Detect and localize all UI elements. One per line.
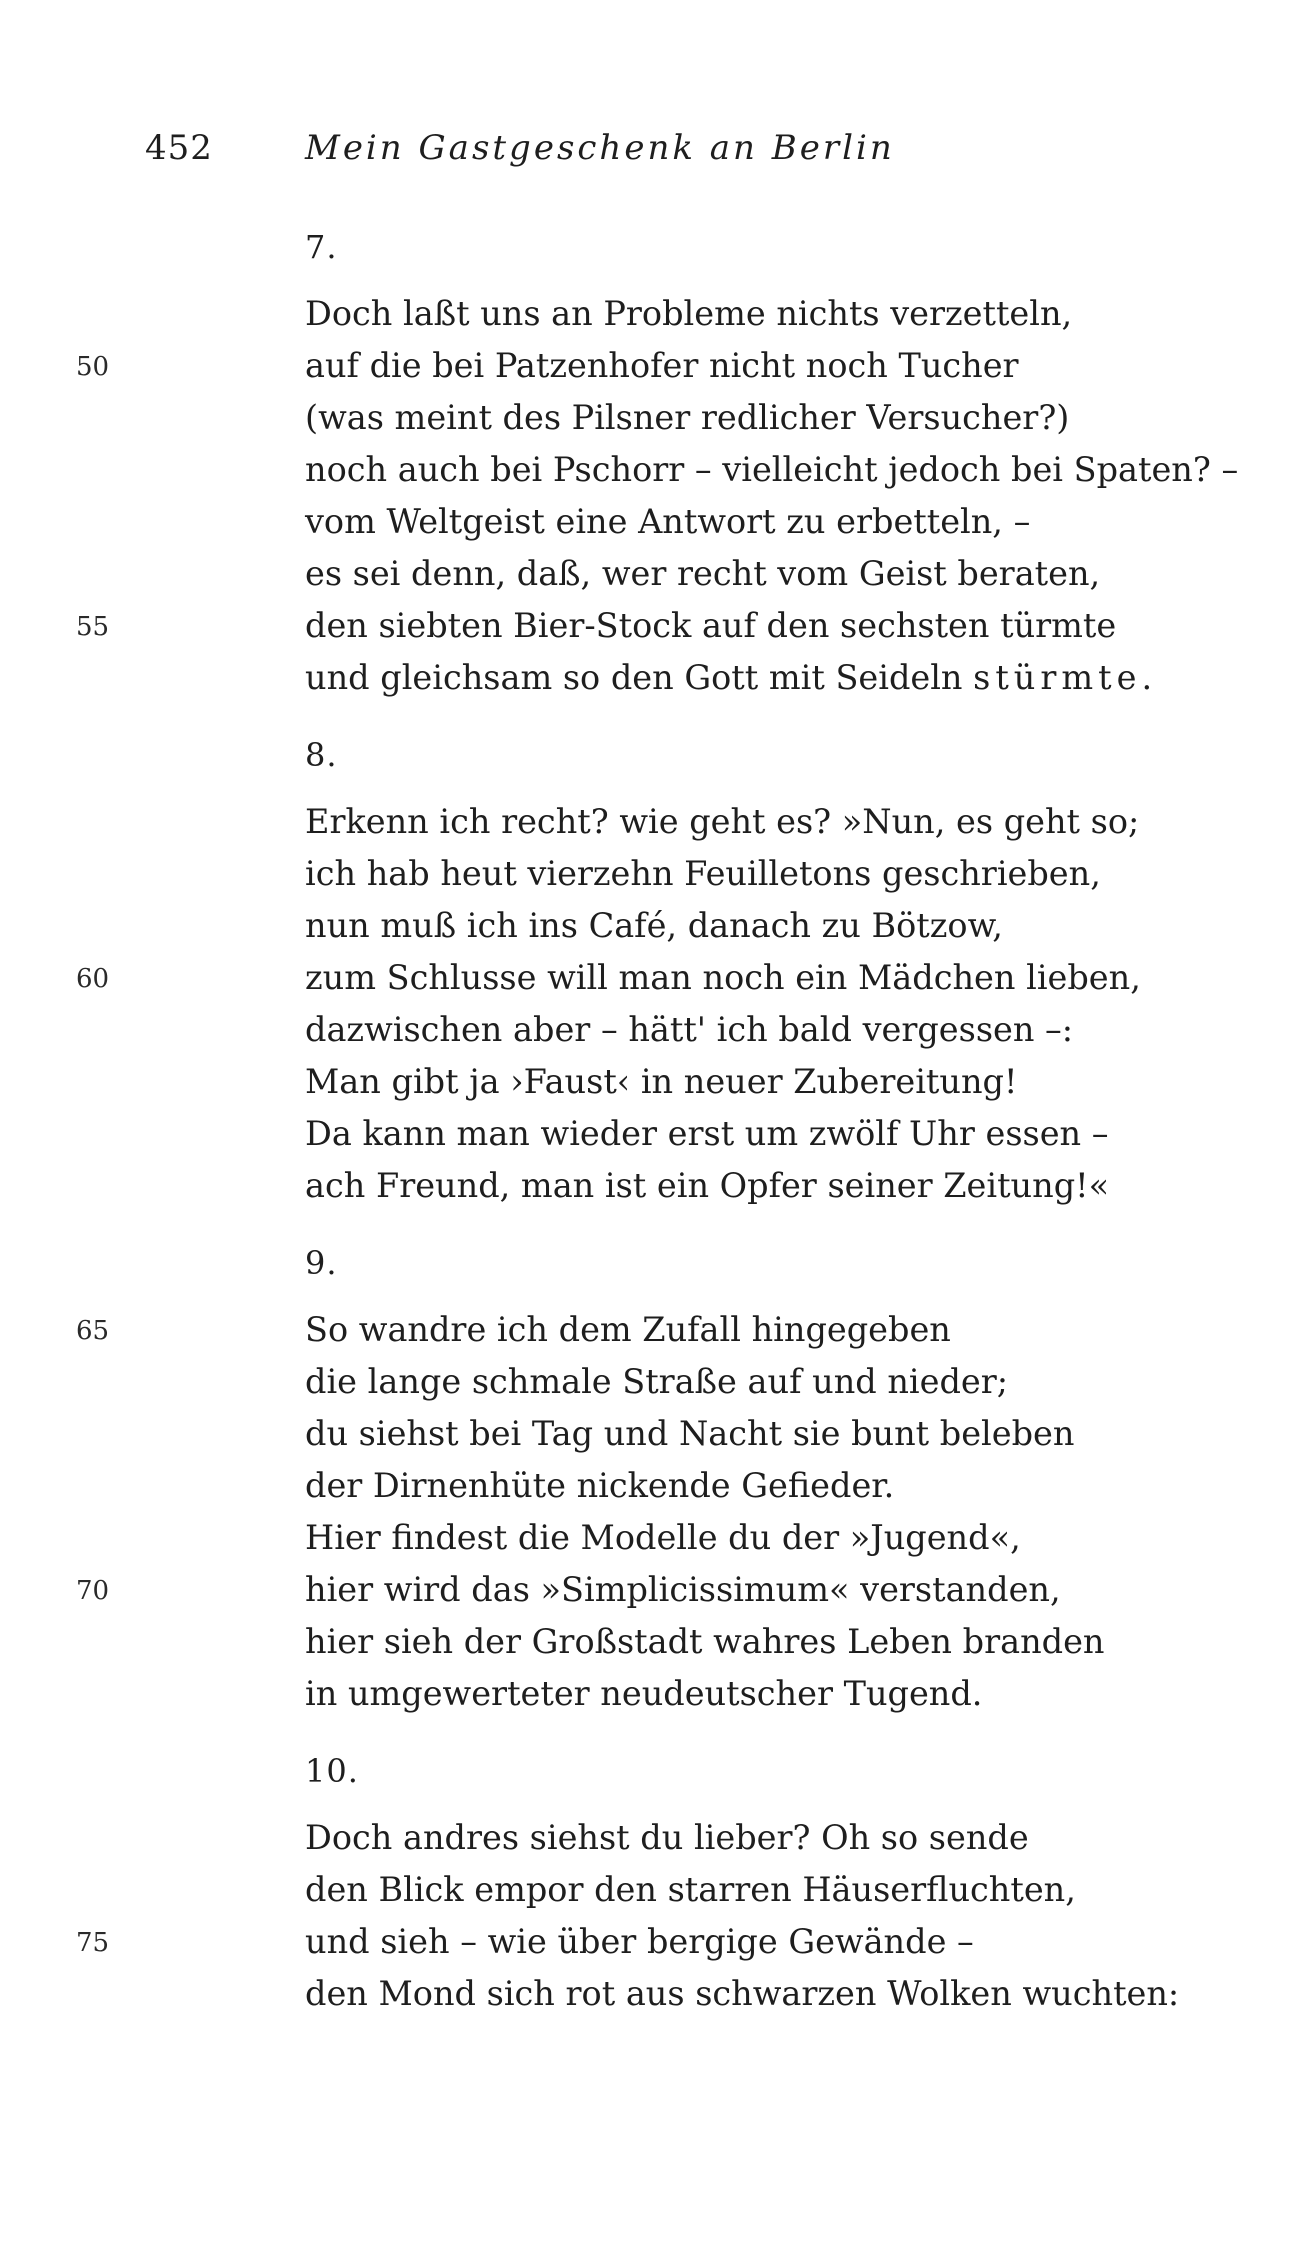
verse-line: zum Schlusse will man noch ein Mädchen lieben, (305, 958, 1141, 997)
verse-line: hier sieh der Großstadt wahres Leben branden (305, 1622, 1105, 1661)
stanza-number: 8. (305, 736, 338, 774)
verse-line: die lange schmale Straße auf und nieder; (305, 1362, 1009, 1401)
verse-line: es sei denn, daß, wer recht vom Geist beraten, (305, 554, 1101, 593)
verse-line: ach Freund, man ist ein Opfer seiner Zeitung!« (305, 1166, 1110, 1205)
verse-line: auf die bei Patzenhofer nicht noch Tucher (305, 346, 1019, 385)
verse-line: und sieh – wie über bergige Gewände – (305, 1922, 974, 1961)
verse-line: den Mond sich rot aus schwarzen Wolken wuchten: (305, 1974, 1180, 2013)
page-number: 452 (145, 128, 213, 168)
verse-line: So wandre ich dem Zufall hingegeben (305, 1310, 951, 1349)
margin-line-number: 60 (76, 964, 110, 994)
verse-line: ich hab heut vierzehn Feuilletons geschrieben, (305, 854, 1101, 893)
verse-line: Hier findest die Modelle du der »Jugend«, (305, 1518, 1021, 1557)
verse-line: Da kann man wieder erst um zwölf Uhr essen – (305, 1114, 1109, 1153)
stanza-number: 9. (305, 1244, 338, 1282)
verse-line (305, 652, 1157, 704)
verse-line: dazwischen aber – hätt' ich bald vergessen –: (305, 1010, 1074, 1049)
verse-line: (was meint des Pilsner redlicher Versucher?) (305, 398, 1070, 437)
verse-line: Erkenn ich recht? wie geht es? »Nun, es geht so; (305, 802, 1140, 841)
verse-line: den siebten Bier-Stock auf den sechsten türmte (305, 606, 1117, 645)
running-header (0, 128, 1294, 188)
verse-line: in umgewerteter neudeutscher Tugend. (305, 1674, 983, 1713)
verse-text: und gleichsam so den Gott mit Seideln (305, 658, 974, 697)
margin-line-number: 55 (76, 612, 110, 642)
running-title: Mein Gastgeschenk an Berlin (305, 128, 895, 168)
verse-line: Doch laßt uns an Probleme nichts verzetteln, (305, 294, 1073, 333)
spaced-emphasis: stürmte. (973, 658, 1158, 697)
verse-line: hier wird das »Simplicissimum« verstanden, (305, 1570, 1061, 1609)
margin-line-number: 70 (76, 1576, 110, 1606)
verse-line: vom Weltgeist eine Antwort zu erbetteln, – (305, 502, 1031, 541)
verse-line: nun muß ich ins Café, danach zu Bötzow, (305, 906, 1003, 945)
verse-line: du siehst bei Tag und Nacht sie bunt beleben (305, 1414, 1075, 1453)
margin-line-number: 75 (76, 1928, 110, 1958)
verse-line: Doch andres siehst du lieber? Oh so sende (305, 1818, 1029, 1857)
verse-line: den Blick empor den starren Häuserfluchten, (305, 1870, 1076, 1909)
stanza-number: 10. (305, 1752, 359, 1790)
verse-line: Man gibt ja ›Faust‹ in neuer Zubereitung! (305, 1062, 1018, 1101)
margin-line-number: 65 (76, 1316, 110, 1346)
stanza-number: 7. (305, 228, 338, 266)
margin-line-number: 50 (76, 352, 110, 382)
verse-line: der Dirnenhüte nickende Gefieder. (305, 1466, 895, 1505)
verse-line: noch auch bei Pschorr – vielleicht jedoch bei Spaten? – (305, 450, 1239, 489)
